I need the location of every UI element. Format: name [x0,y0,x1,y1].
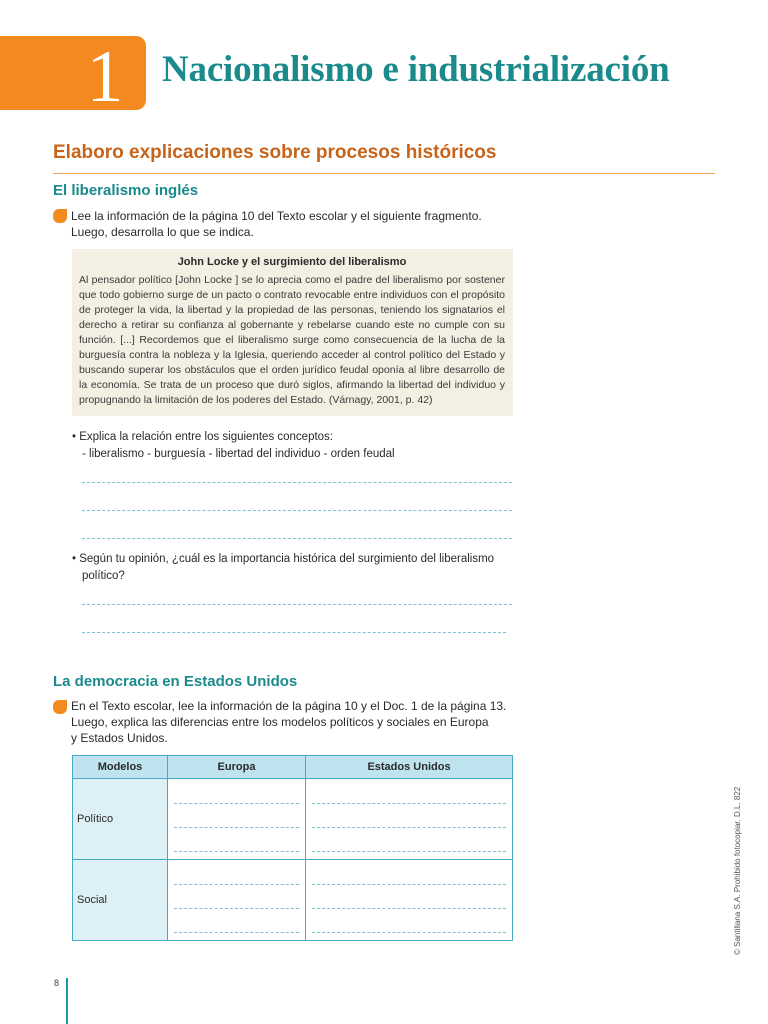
question-2: • Según tu opinión, ¿cuál es la importancia histórica del surgimiento del liberalismo [72,553,495,565]
table-row [73,779,513,860]
answer-line[interactable] [82,510,512,511]
section-divider [53,173,715,174]
page-edge-bar [66,978,68,1024]
answer-line[interactable] [312,908,506,909]
table-row [73,860,513,941]
answer-line[interactable] [312,851,506,852]
quote-title: John Locke y el surgimiento del liberalismo [177,256,407,268]
row-label: Social [73,860,168,941]
answer-line[interactable] [82,632,506,633]
table-header: Europa [168,756,306,779]
answer-line[interactable] [174,908,299,909]
answer-line[interactable] [174,827,299,828]
answer-line[interactable] [82,604,512,605]
question-2-cont: político? [82,570,125,582]
answer-cell[interactable] [168,779,306,860]
liberalismo-heading: El liberalismo inglés [53,182,199,199]
page-number: 8 [54,978,60,988]
comparison-table [72,755,513,941]
answer-line[interactable] [174,851,299,852]
copyright-notice: © Santillana S.A. Prohibido fotocopiar. D.L. 822 [733,786,742,955]
activity-bullet-icon [53,209,67,223]
answer-cell[interactable] [306,860,513,941]
answer-line[interactable] [174,803,299,804]
instruction-line: Lee la información de la página 10 del Texto escolar y el siguiente fragmento. [71,209,482,223]
question-1-concepts: - liberalismo - burguesía - libertad del individuo - orden feudal [82,448,395,460]
answer-line[interactable] [312,932,506,933]
activity-bullet-icon [53,700,67,714]
instruction-line: y Estados Unidos. [71,731,168,745]
row-label: Político [73,779,168,860]
answer-line[interactable] [312,884,506,885]
answer-line[interactable] [82,482,512,483]
quote-body: Al pensador político [John Locke ] se lo aprecia como el padre del liberalismo por sostener que todo gobierno surge de un pacto o contrato revocable entre individuos con el propósito de proteger la vida, la libertad y la propiedad de las personas, teniendo los signatarios el derecho a retirar su confianza al gobernante y rebelarse cuando este no cumple con su función. [...] Recordemos que el liberalismo surge como consecuencia de la lucha de la burguesía contra la nobleza y la Iglesia, queriendo acceder al control político del Estado y buscando superar los obstáculos que el orden jurídico feudal oponía al libre desarrollo de la economía. Se trata de un proceso que duró siglos, afirmando la libertad del individuo y propugnando la limitación de los poderes del Estado. (Várnagy, 2001, p. 42) [79,274,505,406]
quote-box [72,249,513,416]
instruction-line: En el Texto escolar, lee la información de la página 10 y el Doc. 1 de la página 13. [71,699,507,713]
question-1: • Explica la relación entre los siguientes conceptos: [72,431,334,443]
table-header-row [73,756,513,779]
table-header: Modelos [73,756,168,779]
answer-cell[interactable] [168,860,306,941]
answer-line[interactable] [312,803,506,804]
instruction-line: Luego, explica las diferencias entre los modelos políticos y sociales en Europa [71,715,489,729]
instruction-line: Luego, desarrolla lo que se indica. [71,225,254,239]
democracia-heading: La democracia en Estados Unidos [53,673,298,690]
chapter-number: 1 [86,36,124,118]
answer-line[interactable] [312,827,506,828]
answer-line[interactable] [82,538,512,539]
section-title: Elaboro explicaciones sobre procesos históricos [53,142,497,163]
answer-line[interactable] [174,932,299,933]
table-header: Estados Unidos [306,756,513,779]
answer-cell[interactable] [306,779,513,860]
answer-line[interactable] [174,884,299,885]
chapter-title: Nacionalismo e industrialización [162,49,670,90]
